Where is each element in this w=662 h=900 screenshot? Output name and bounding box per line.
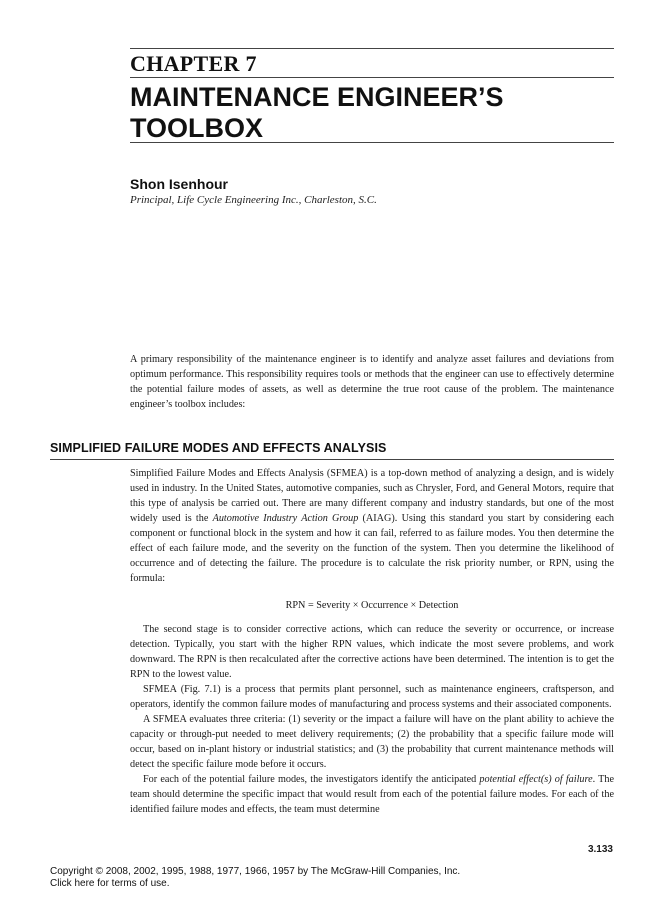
intro-text: A primary responsibility of the maintenance engineer is to identify and analyze asset failures and deviations from optimum performance. This responsibility requires tools or methods that the engineer can use to effectively determine the potential failure modes of assets, as well as determine the true root cause of the problem. The maintenance engineer’s toolbox includes:: [130, 354, 614, 410]
top-rule: [130, 48, 614, 49]
p1-text-after: (AIAG). Using this standard you start by considering each component or functional block in the system and how it can fail, referred to as failure modes. You then determine the effect of each failure mode, and the severity on the function of the system. Then you determine the likelihood of occurrence and of detecting the failure. The procedure is to calculate the risk priority number, or RPN, using the formula:: [130, 513, 614, 584]
chapter-number: CHAPTER 7: [130, 51, 257, 76]
p5-text-after: . The team should determine the specific impact that would result from each of the potential failure modes. For each of the identified failure modes and effects, the team must determine: [130, 774, 615, 815]
terms-of-use-link[interactable]: Click here for terms of use.: [50, 878, 170, 889]
paragraph-2: The second stage is to consider corrective actions, which can reduce the severity or occurrence, or increase detection. Typically, you start with the higher RPN values, which indicate the most severe problems, and work downward. The RPN is then recalculated after the corrective actions have been determined. The intention is to get the RPN to the lowest value.: [130, 624, 614, 680]
copyright-text: Copyright © 2008, 2002, 1995, 1988, 1977, 1966, 1957 by The McGraw-Hill Companies, Inc.: [50, 866, 461, 877]
chapter-number-rule: [130, 77, 614, 78]
section-body: [130, 622, 614, 817]
section-heading: SIMPLIFIED FAILURE MODES AND EFFECTS ANALYSIS: [50, 441, 387, 455]
chapter-title: MAINTENANCE ENGINEER’S TOOLBOX: [130, 82, 504, 143]
author-name: Shon Isenhour: [130, 176, 228, 192]
p5-text-before: For each of the potential failure modes, the investigators identify the anticipated: [143, 774, 480, 785]
p1-italic-term: Automotive Industry Action Group: [212, 513, 359, 524]
copyright-block: [50, 866, 460, 890]
section-paragraph-1: [130, 466, 614, 586]
page-number: 3.133: [587, 844, 613, 855]
paragraph-3: SFMEA (Fig. 7.1) is a process that permits plant personnel, such as maintenance engineers, craftsperson, and operators, identify the common failure modes of manufacturing and process systems and their associated components.: [130, 684, 614, 710]
paragraph-4: A SFMEA evaluates three criteria: (1) severity or the impact a failure will have on the plant ability to achieve the capacity or through-put needed to meet delivery requirements; (2) the probability that a specific failure mode will occur, based on in-plant history or industrial statistics; and (3) the probability that current maintenance methods will detect the specific failure mode before it occurs.: [130, 714, 614, 770]
section-heading-rule: [50, 459, 614, 460]
paragraph-5: [130, 772, 614, 817]
p5-italic-term: potential effect(s) of failure: [479, 774, 593, 785]
p1-text-before: Simplified Failure Modes and Effects Analysis (SFMEA) is a top-down method of analyzing a design, and is widely used in industry. In the United States, automotive companies, such as Chrysler, Ford, and General Motors, require that this type of analysis be carried out. There are many different company and industry standards, but one of the most widely used is the: [130, 468, 614, 524]
author-affiliation: Principal, Life Cycle Engineering Inc., Charleston, S.C.: [130, 194, 377, 206]
rpn-formula: RPN = Severity × Occurrence × Detection: [285, 600, 459, 611]
intro-paragraph: [130, 352, 614, 412]
